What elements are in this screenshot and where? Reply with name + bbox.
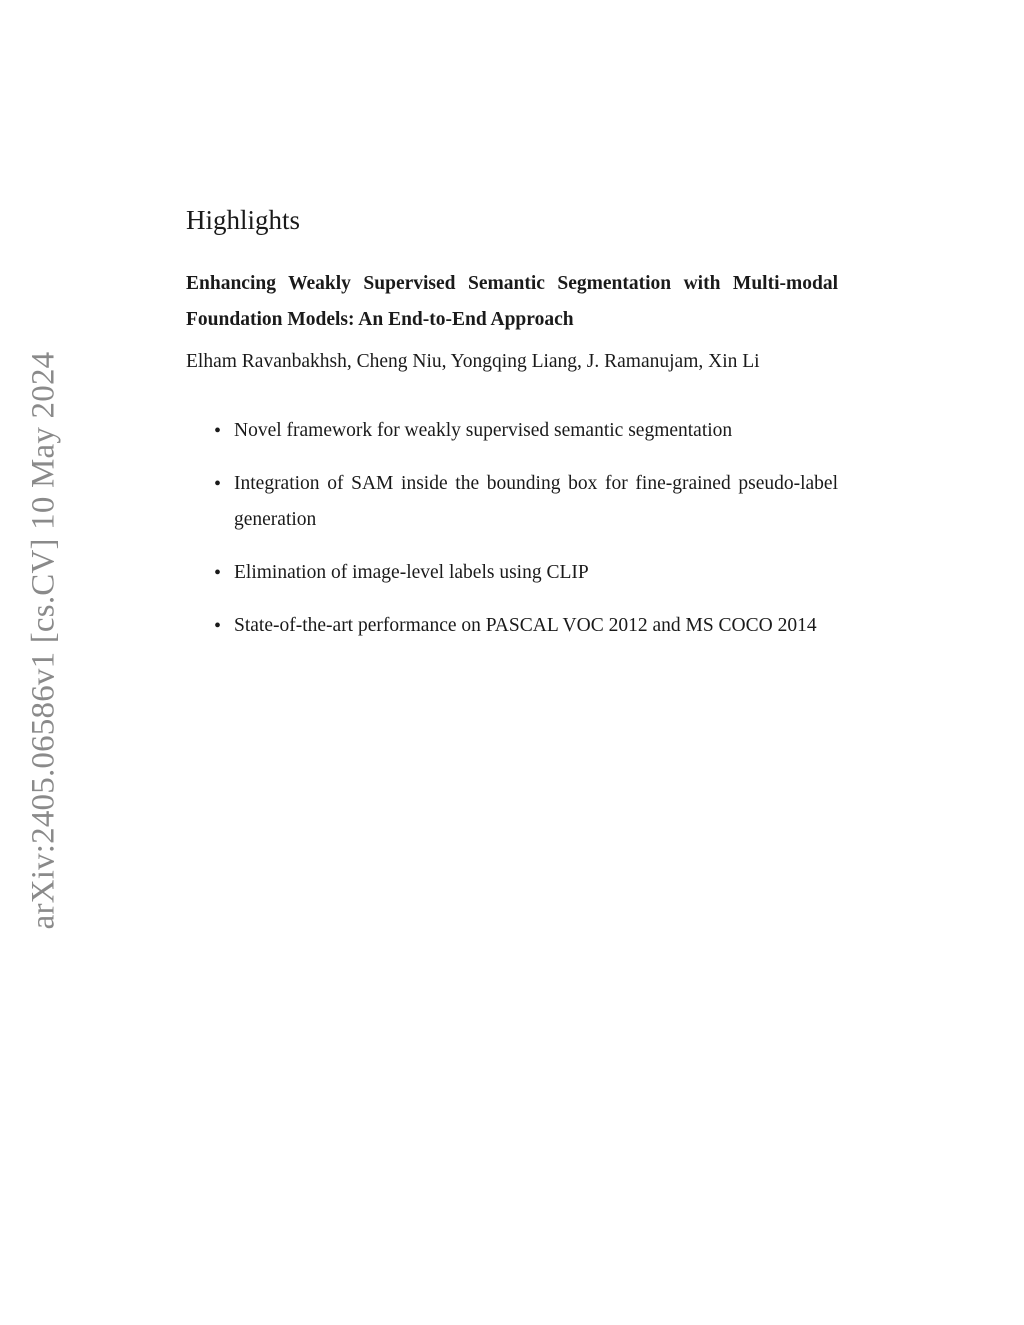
bullet-icon: •: [214, 562, 222, 584]
paper-title: Enhancing Weakly Supervised Semantic Segmentation with Multi-modal Foundation Models: An End-to-End Approach: [186, 273, 838, 330]
highlight-item: [186, 413, 838, 449]
author-list: Elham Ravanbakhsh, Cheng Niu, Yongqing Liang, J. Ramanujam, Xin Li: [186, 351, 760, 372]
bullet-icon: •: [214, 420, 222, 442]
highlight-item: [186, 555, 838, 591]
highlight-text: Novel framework for weakly supervised semantic segmentation: [234, 420, 733, 441]
bullet-icon: •: [214, 473, 222, 495]
highlight-item: [186, 466, 838, 538]
highlight-item: [186, 608, 838, 644]
highlight-text: Elimination of image-level labels using CLIP: [234, 562, 589, 583]
highlight-text: Integration of SAM inside the bounding box for fine-grained pseudo-label generation: [234, 473, 838, 530]
highlight-text: State-of-the-art performance on PASCAL VOC 2012 and MS COCO 2014: [234, 615, 817, 636]
highlights-page: [186, 200, 838, 661]
section-title: Highlights: [186, 205, 301, 235]
arxiv-identifier-text: arXiv:2405.06586v1 [cs.CV] 10 May 2024: [25, 351, 62, 929]
bullet-icon: •: [214, 615, 222, 637]
arxiv-identifier: [27, 340, 61, 940]
highlights-list: [186, 413, 838, 644]
